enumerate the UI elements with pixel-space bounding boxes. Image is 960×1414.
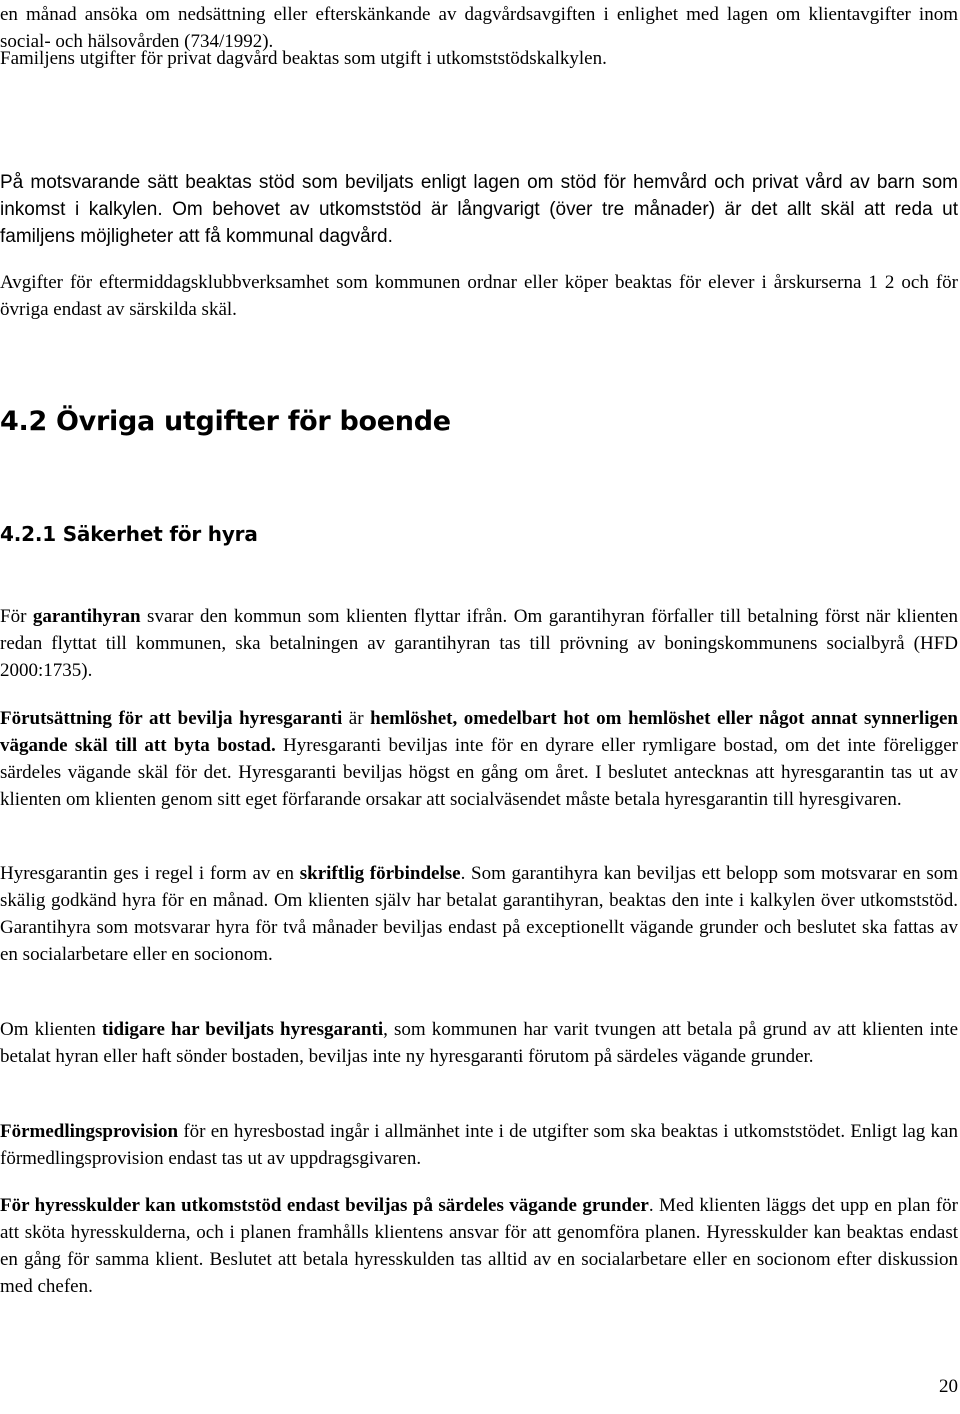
text-run: För	[0, 606, 33, 627]
bold-run: För hyresskulder kan utkomststöd endast beviljas på särdeles vägande grunder	[0, 1195, 649, 1216]
text-run: . Med klienten läggs det upp en plan för att sköta hyresskulderna, och i planen framhålls klientens ansvar för att genomföra planen. Hyresskulder kan beaktas endast en gång för samma klient. Beslutet att betala hyresskulden tas alltid av en socialarbetare eller en socionom efter diskussion med chefen.	[0, 1195, 958, 1297]
paragraph-text: Om behovet av utkomststöd är långvarigt (över tre månader) är det allt skäl att reda ut familjens möjligheter att få kommunal dagvård.	[0, 199, 958, 247]
bold-run: Förmedlingsprovision	[0, 1121, 179, 1142]
text-run: . Som garantihyra kan beviljas ett belopp som motsvarar en som skälig godkänd hyra för en månad. Om klienten själv har betalat garantihyran, beaktas den inte i kalkylen över utkomststöd. Garantihyra som motsvarar hyra för två månader beviljas endast på exceptionellt vägande grunder och beslutet ska fattas av en socialarbetare eller en socionom.	[0, 863, 958, 965]
subsection-heading: 4.2.1 Säkerhet för hyra	[0, 522, 258, 546]
paragraph-eftermiddagsklubb	[0, 269, 958, 323]
text-run: svarar den kommun som klienten flyttar ifrån.	[140, 606, 508, 627]
paragraph-tidigare-hyresgaranti	[0, 1016, 958, 1070]
bold-run: hemlöshet, omedelbart hot om hemlöshet eller något annat synnerligen vägande skäl till att byta bostad.	[0, 708, 958, 756]
bold-run: skriftlig förbindelse	[299, 863, 461, 884]
paragraph-text: På motsvarande sätt beaktas stöd som beviljats enligt lagen om stöd för hemvård och privat vård av barn som inkomst i kalkylen.	[0, 172, 958, 220]
paragraph-forutsattning	[0, 705, 958, 813]
text-run: är	[342, 708, 371, 729]
section-heading: 4.2 Övriga utgifter för boende	[0, 406, 451, 437]
paragraph-skriftlig-forbindelse	[0, 860, 958, 968]
paragraph-hyresskulder	[0, 1192, 958, 1300]
text-run: Hyresgarantin ges i regel i form av en	[0, 863, 300, 884]
text-run: Hyresgaranti beviljas inte för en dyrare eller rymligare bostad, om det inte föreligger särdeles vägande skäl för det. Hyresgaranti beviljas högst en gång om året. I beslutet antecknas att hyresgarantin tas ut av klienten om klienten genom sitt eget förfarande orsakar att socialväsendet måste betala hyresgarantin till hyresgivaren.	[0, 735, 958, 810]
paragraph-hemvard	[0, 169, 958, 250]
paragraph-text: Avgifter för eftermiddagsklubbverksamhet som kommunen ordnar eller köper beaktas för elever i årskurserna 1 2 och för övriga endast av särskilda skäl.	[0, 272, 958, 320]
text-run: Om garantihyran förfaller till betalning först när klienten redan flyttat till kommunen, ska betalningen av garantihyran tas till prövning av boningskommunens socialbyrå (HFD 2000:1735).	[0, 606, 958, 681]
paragraph-garantihyra	[0, 603, 958, 684]
paragraph-privat-dagvard	[0, 45, 958, 72]
paragraph-formedlingsprovision	[0, 1118, 958, 1172]
paragraph-text: Familjens utgifter för privat dagvård beaktas som utgift i utkomststödskalkylen.	[0, 48, 607, 69]
page-number: 20	[939, 1376, 958, 1397]
bold-run: garantihyran	[32, 606, 141, 627]
text-run: för en hyresbostad ingår i allmänhet inte i de utgifter som ska beaktas i utkomststödet. Enligt lag kan förmedlingsprovision endast tas ut av uppdragsgivaren.	[0, 1121, 958, 1169]
text-run: Om klienten	[0, 1019, 102, 1040]
bold-run: Förutsättning för att bevilja hyresgaranti	[0, 708, 343, 729]
paragraph-text: en månad ansöka om nedsättning eller efterskänkande av dagvårdsavgiften i enlighet med lagen om klientavgifter inom social- och hälsovården (734/1992).	[0, 4, 958, 52]
bold-run: tidigare har beviljats hyresgaranti	[101, 1019, 384, 1040]
text-run: , som kommunen har varit tvungen att betala på grund av att klienten inte betalat hyran eller haft sönder bostaden, beviljas inte ny hyresgaranti förutom på särdeles vägande grunder.	[0, 1019, 959, 1067]
